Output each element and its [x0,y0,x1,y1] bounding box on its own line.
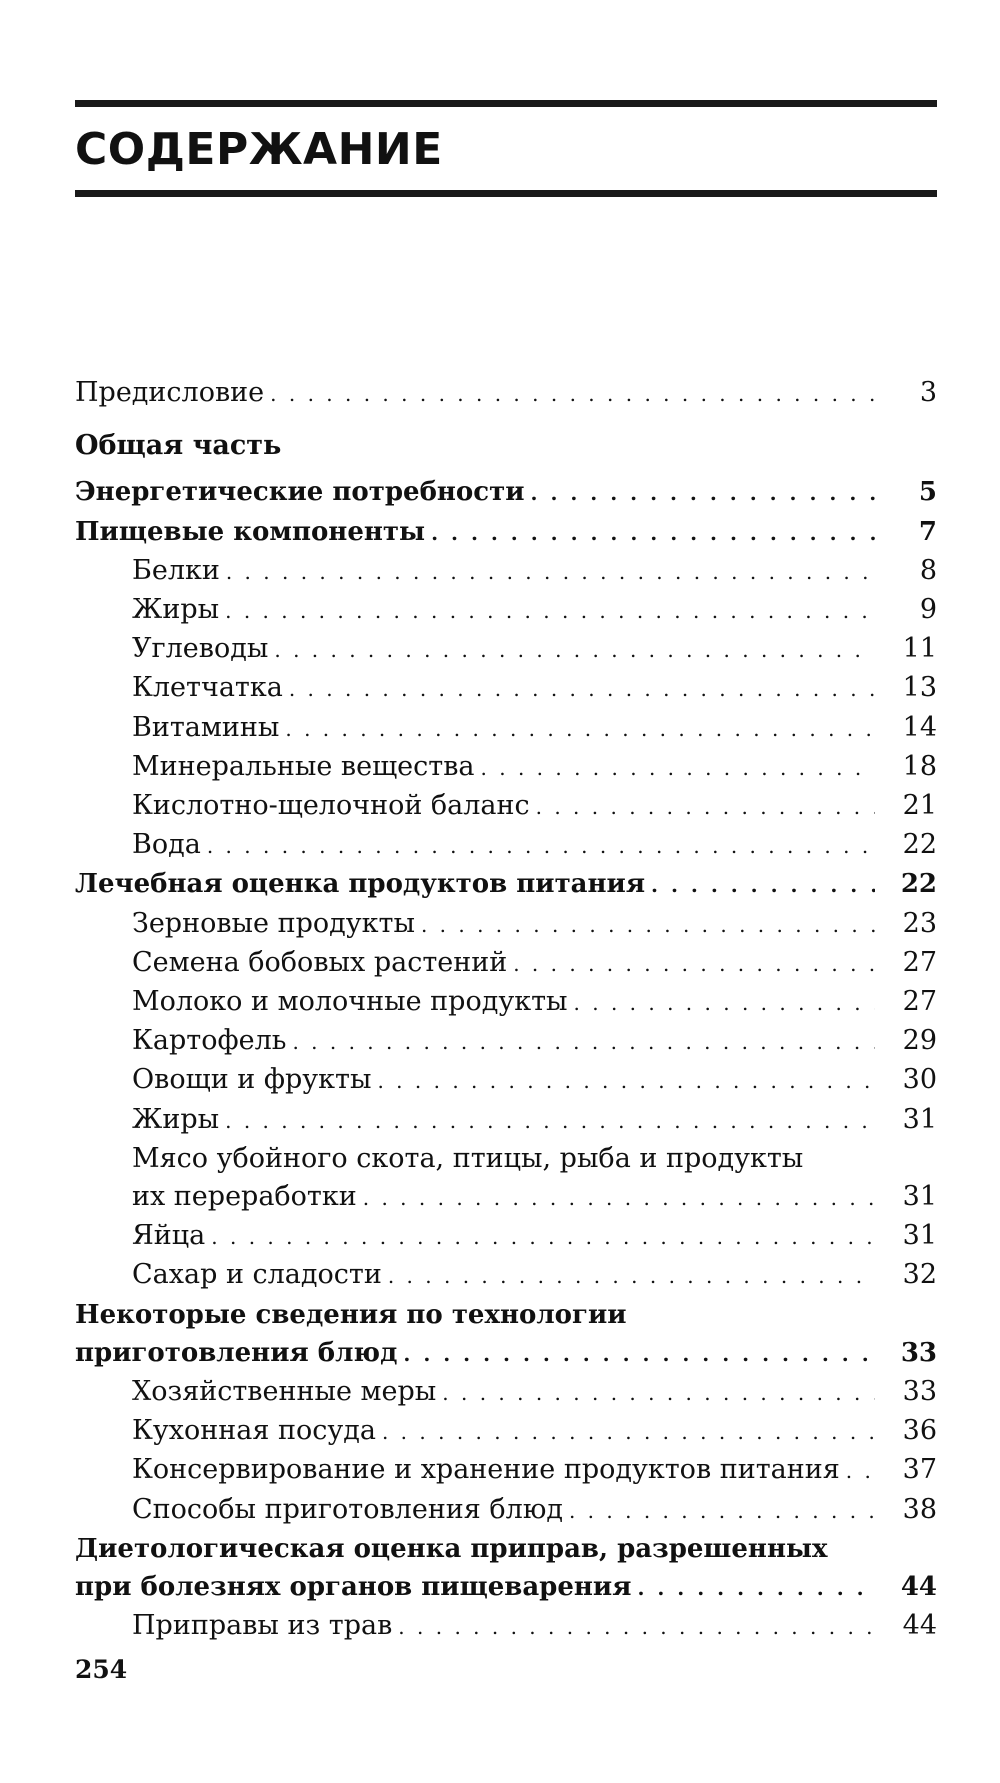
toc-entry-page: 9 [919,594,937,626]
dot-leader [513,945,875,983]
toc-entry [75,983,937,1022]
toc-entry-label: Углеводы [132,633,269,665]
toc-entry-page: 21 [902,790,937,822]
toc-entry-page: 23 [902,907,937,939]
toc-entry [75,1061,937,1100]
table-of-contents [75,374,937,1647]
dot-leader [536,788,875,826]
dot-leader [531,474,875,512]
toc-entry-page: 8 [919,554,937,586]
toc-entry-page: 32 [902,1259,937,1291]
toc-entry-page: 27 [902,986,937,1018]
toc-entry-page: 37 [902,1454,937,1486]
toc-entry [75,709,937,748]
toc-section-heading [75,427,937,465]
dot-leader [270,375,875,413]
toc-entry [75,591,937,630]
toc-entry [75,787,937,826]
toc-entry-page: 5 [918,477,937,508]
toc-entry-label: Минеральные вещества [132,750,475,782]
toc-entry-page: 3 [919,377,937,408]
toc-entry-label: Клетчатка [132,672,283,704]
toc-entry-page: 29 [902,1025,937,1057]
dot-leader [225,592,875,630]
dot-leader [388,1257,875,1295]
toc-entry [75,1140,937,1217]
toc-entry [75,1256,937,1295]
toc-entry-label: Консервирование и хранение продуктов питания [132,1454,840,1486]
toc-entry [75,944,937,983]
toc-entry [75,748,937,787]
toc-entry [75,374,937,413]
toc-entry-label: Жиры [132,594,220,626]
toc-entry-page: 7 [918,516,937,547]
dot-leader [363,1179,875,1217]
bottom-rule [75,190,937,197]
dot-leader [574,984,875,1022]
toc-entry-label: Лечебная оценка продуктов питания [75,869,646,900]
dot-leader [398,1608,875,1646]
dot-leader [289,670,875,708]
toc-entry-page: 30 [902,1064,937,1096]
toc-entry-label: Диетологическая оценка приправ, разрешенных [75,1533,828,1564]
toc-entry [75,826,937,865]
dot-leader [211,1218,875,1256]
toc-entry-page: 44 [902,1610,937,1642]
toc-entry [75,1491,937,1530]
toc-entry-label: Мясо убойного скота, птицы, рыба и продукты [132,1142,804,1174]
toc-entry-label: Молоко и молочные продукты [132,986,568,1018]
toc-entry-page: 13 [902,672,937,704]
toc-entry [75,1451,937,1490]
toc-entry-label: Картофель [132,1025,287,1057]
toc-entry-page: 38 [902,1493,937,1525]
dot-leader [651,866,875,904]
toc-entry-label-continued: их переработки [132,1181,357,1213]
toc-entry-page: 18 [902,750,937,782]
toc-entry-label: Сахар и сладости [132,1259,382,1291]
toc-entry-label: Некоторые сведения по технологии [75,1299,627,1330]
page-title: СОДЕРЖАНИЕ [75,124,443,175]
toc-entry-page: 33 [900,1337,937,1368]
toc-entry-label: Вода [132,829,201,861]
toc-entry [75,1607,937,1646]
toc-entry-label-continued: приготовления блюд [75,1337,398,1368]
toc-entry-label: Приправы из трав [132,1610,393,1642]
toc-entry [75,473,937,512]
toc-entry [75,865,937,904]
dot-leader [403,1335,875,1373]
toc-entry-page: 33 [902,1376,937,1408]
toc-entry-label-continued: при болезнях органов пищеварения [75,1572,632,1603]
toc-entry-label: Белки [132,554,220,586]
toc-entry-page: 31 [902,1103,937,1135]
dot-leader [274,631,875,669]
toc-entry [75,669,937,708]
toc-entry [75,1022,937,1061]
dot-leader [442,1374,875,1412]
toc-entry-page: 22 [900,869,937,900]
toc-entry-page: 27 [902,946,937,978]
dot-leader [285,710,875,748]
toc-entry [75,1296,937,1373]
toc-entry [75,1217,937,1256]
top-rule [75,100,937,107]
toc-entry-page: 11 [902,633,937,665]
toc-entry-page: 14 [902,711,937,743]
dot-leader [226,553,875,591]
toc-entry-label: Кислотно-щелочной баланс [132,790,530,822]
dot-leader [569,1492,875,1530]
page-number: 254 [75,1655,128,1684]
toc-entry-page: 31 [902,1181,937,1213]
toc-entry [75,1373,937,1412]
toc-entry-label: Способы приготовления блюд [132,1493,563,1525]
dot-leader [421,906,875,944]
toc-entry-label: Жиры [132,1103,220,1135]
dot-leader [481,749,875,787]
toc-entry [75,630,937,669]
toc-entry-label: Яйца [132,1220,206,1252]
toc-entry-label: Зерновые продукты [132,907,415,939]
toc-entry-label: Хозяйственные меры [132,1376,437,1408]
toc-entry [75,1530,937,1607]
toc-entry-label: Общая часть [75,430,282,462]
toc-entry-label: Овощи и фрукты [132,1064,372,1096]
toc-entry [75,905,937,944]
toc-entry-page: 22 [902,829,937,861]
dot-leader [207,827,875,865]
dot-leader [377,1062,875,1100]
toc-entry-label: Семена бобовых растений [132,946,508,978]
toc-entry-page: 44 [900,1572,937,1603]
toc-entry-label: Кухонная посуда [132,1415,376,1447]
toc-entry-page: 36 [902,1415,937,1447]
dot-leader [637,1569,875,1607]
toc-entry-label: Пищевые компоненты [75,516,426,547]
dot-leader [846,1452,875,1490]
dot-leader [382,1413,875,1451]
toc-entry [75,1101,937,1140]
toc-entry-label: Витамины [132,711,280,743]
toc-entry-page: 31 [902,1220,937,1252]
toc-entry [75,1412,937,1451]
toc-entry-label: Предисловие [75,377,265,408]
dot-leader [431,514,875,552]
toc-entry [75,513,937,552]
toc-entry-label: Энергетические потребности [75,477,525,508]
toc-entry [75,552,937,591]
dot-leader [292,1023,875,1061]
dot-leader [225,1102,875,1140]
